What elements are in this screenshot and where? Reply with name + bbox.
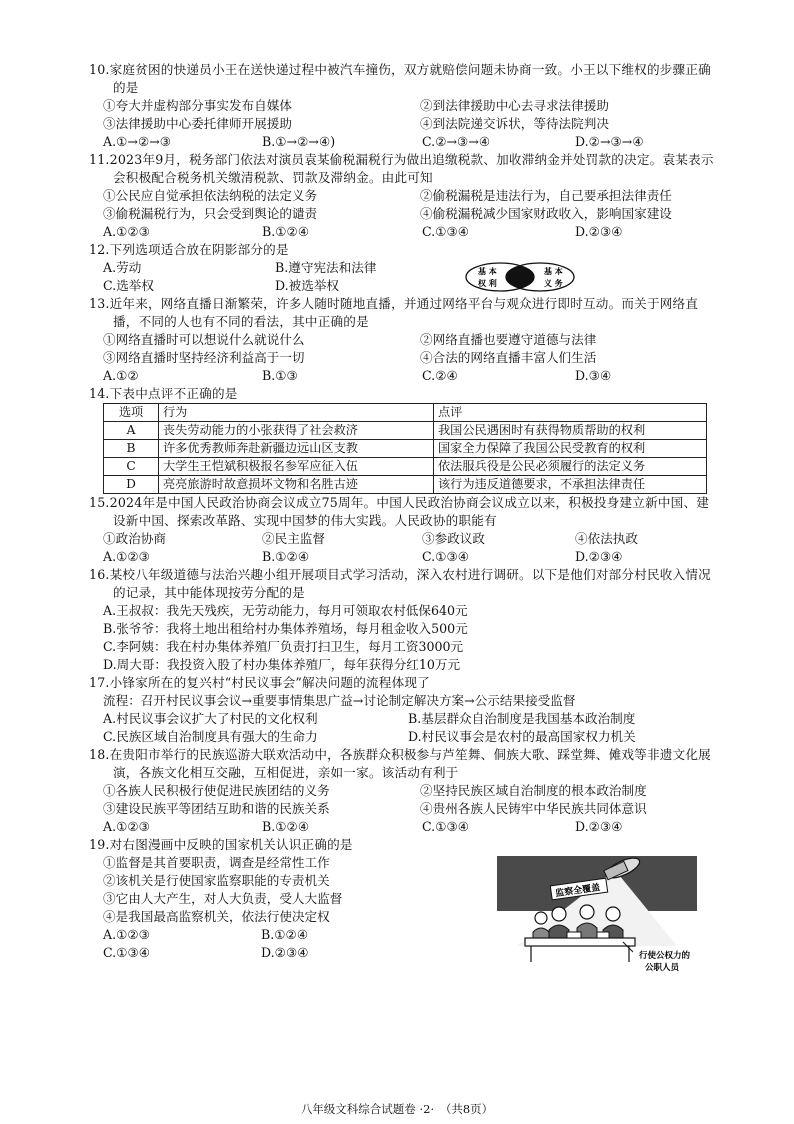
option-a: A.王叔叔：我先天残疾，无劳动能力，每月可领取农村低保640元 bbox=[103, 603, 468, 618]
statement: ①监督是其首要职责，调查是经常性工作 bbox=[103, 855, 330, 870]
option-c: C.①③④ bbox=[422, 549, 470, 564]
question-stem: 19.对右图漫画中反映的国家机关认识正确的是 bbox=[89, 837, 353, 852]
option-b: B.①②④ bbox=[262, 549, 310, 564]
question-10 bbox=[89, 61, 717, 151]
question-11 bbox=[89, 151, 717, 241]
process-flow: 流程：召开村民议事会议→重要事情集思广益→讨论制定解决方案→公示结果接受监督 bbox=[103, 693, 576, 708]
option-c: C.①③④ bbox=[422, 819, 470, 834]
statement: ①各族人民积极行使促进民族团结的义务 bbox=[103, 783, 330, 798]
option-d: D.村民议事会是农村的最高国家权力机关 bbox=[408, 729, 636, 744]
table-cell: 丧失劳动能力的小张获得了社会救济 bbox=[159, 422, 434, 440]
option-list bbox=[89, 818, 717, 836]
venn-diagram bbox=[464, 261, 576, 293]
option-c: C.②→③→④ bbox=[422, 134, 491, 149]
statement-list bbox=[89, 782, 717, 818]
option-b: B.基层群众自治制度是我国基本政治制度 bbox=[408, 711, 636, 726]
table-cell: B bbox=[104, 440, 159, 458]
question-stem: 13.近年来，网络直播日渐繁荣，许多人随时随地直播，并通过网络平台与观众进行即时互动。而关于网络直播，不同的人也有不同的看法，其中正确的是 bbox=[89, 296, 699, 329]
statement: ③法律援助中心委托律师开展援助 bbox=[103, 116, 292, 131]
table-cell: A bbox=[104, 422, 159, 440]
table-cell: 依法服兵役是公民必须履行的法定义务 bbox=[434, 458, 707, 476]
table-cell: 我国公民遇困时有获得物质帮助的权利 bbox=[434, 422, 707, 440]
option-a: A.①→②→③ bbox=[103, 134, 172, 149]
table-cell: 国家全力保障了我国公民受教育的权利 bbox=[434, 440, 707, 458]
option-d: D.②③④ bbox=[575, 549, 623, 564]
question-stem: 11.2023年9月，税务部门依法对演员袁某偷税漏税行为做出追缴税款、加收滞纳金并处罚款的决定。袁某表示会积极配合税务机关缴清税款、罚款及滞纳金。由此可知 bbox=[89, 152, 714, 185]
option-a: A.①② bbox=[103, 368, 139, 383]
table-header: 选项 bbox=[104, 404, 159, 422]
option-b: B.①②④ bbox=[262, 224, 310, 239]
statement: ①网络直播时可以想说什么就说什么 bbox=[103, 332, 305, 347]
cartoon-label-bottom-1: 行使公权力的 bbox=[639, 951, 691, 961]
question-stem: 15.2024年是中国人民政治协商会议成立75周年。中国人民政治协商会议成立以来，积极投身建立新中国、建设新中国、探索改革路、实现中国梦的伟大实践。人民政协的职能有 bbox=[89, 495, 710, 528]
option-a: A.劳动 bbox=[103, 260, 142, 275]
statement-list bbox=[89, 187, 717, 223]
statement: ④是我国最高监察机关，依法行使决定权 bbox=[103, 909, 330, 924]
option-c: C.民族区域自治制度具有强大的生命力 bbox=[103, 729, 318, 744]
venn-left-label-1: 基 本 bbox=[478, 267, 497, 276]
option-list bbox=[89, 367, 717, 385]
option-list bbox=[89, 602, 717, 674]
option-list bbox=[89, 548, 717, 566]
statement: ②该机关是行使国家监察职能的专责机关 bbox=[103, 873, 330, 888]
option-list bbox=[89, 133, 717, 151]
option-b: B.①→②→④) bbox=[262, 134, 336, 149]
option-d: D.②③④ bbox=[575, 819, 623, 834]
table-cell: C bbox=[104, 458, 159, 476]
table-header: 行为 bbox=[159, 404, 434, 422]
option-d: D.②③④ bbox=[575, 224, 623, 239]
statement: ①夸大并虚构部分事实发布自媒体 bbox=[103, 98, 292, 113]
statement-list bbox=[89, 97, 717, 133]
supervision-cartoon bbox=[497, 856, 697, 978]
option-d: D.被选举权 bbox=[275, 278, 340, 293]
comment-table bbox=[103, 403, 707, 494]
question-stem: 14.下表中点评不正确的是 bbox=[89, 386, 238, 401]
table-row bbox=[104, 476, 707, 494]
statement: ②民主监督 bbox=[262, 531, 325, 546]
statement: ②网络直播也要遵守道德与法律 bbox=[420, 332, 597, 347]
statement-list bbox=[89, 530, 717, 548]
table-header: 点评 bbox=[434, 404, 707, 422]
table-header-row bbox=[104, 404, 707, 422]
question-18 bbox=[89, 746, 717, 836]
statement: ④依法执政 bbox=[575, 531, 638, 546]
option-list bbox=[89, 223, 717, 241]
statement: ④到法院递交诉状，等待法院判决 bbox=[420, 116, 609, 131]
table-cell: 许多优秀教师奔赴新疆边远山区支教 bbox=[159, 440, 434, 458]
statement: ②到法律援助中心去寻求法律援助 bbox=[420, 98, 609, 113]
question-14 bbox=[89, 385, 717, 494]
table-cell: D bbox=[104, 476, 159, 494]
statement: ③偷税漏税行为，只会受到舆论的谴责 bbox=[103, 206, 318, 221]
option-a: A.①②③ bbox=[103, 819, 150, 834]
question-17 bbox=[89, 674, 717, 746]
option-b: B.遵守宪法和法律 bbox=[275, 260, 377, 275]
statement: ②偷税漏税是违法行为，自己要承担法律责任 bbox=[420, 188, 672, 203]
table-row bbox=[104, 422, 707, 440]
option-a: A.①②③ bbox=[103, 549, 150, 564]
option-d: D.②→③→④ bbox=[575, 134, 644, 149]
statement: ④合法的网络直播丰富人们生活 bbox=[420, 350, 597, 365]
option-a: A.①②③ bbox=[103, 927, 150, 942]
option-a: A.①②③ bbox=[103, 224, 150, 239]
option-a: A.村民议事会议扩大了村民的文化权利 bbox=[103, 711, 318, 726]
venn-right-label-1: 基 本 bbox=[544, 267, 563, 276]
option-d: D.③④ bbox=[575, 368, 612, 383]
option-b: B.①③ bbox=[262, 368, 298, 383]
exam-content bbox=[89, 61, 717, 973]
table-cell: 大学生王恺斌积极报名参军应征入伍 bbox=[159, 458, 434, 476]
cartoon-label-top: 监察全覆盖 bbox=[554, 883, 601, 900]
option-b: B.①②④ bbox=[262, 819, 310, 834]
question-12 bbox=[89, 241, 717, 295]
statement: ③它由人大产生，对人大负责，受人大监督 bbox=[103, 891, 343, 906]
question-stem: 17.小锋家所在的复兴村“村民议事会”解决问题的流程体现了 bbox=[89, 675, 430, 690]
option-c: C.①③④ bbox=[103, 945, 151, 960]
statement: ④贵州各族人民铸牢中华民族共同体意识 bbox=[420, 801, 647, 816]
statement: ②坚持民族区域自治制度的根本政治制度 bbox=[420, 783, 647, 798]
option-list bbox=[89, 926, 489, 962]
statement: ①政治协商 bbox=[103, 531, 166, 546]
option-c: C.李阿姨：我在村办集体养殖厂负责打扫卫生，每月工资3000元 bbox=[103, 639, 464, 654]
question-stem: 10.家庭贫困的快递员小王在送快递过程中被汽车撞伤，双方就赔偿问题未协商一致。小王以下维权的步骤正确的是 bbox=[89, 62, 711, 95]
option-c: C.选举权 bbox=[103, 278, 154, 293]
statement: ①公民应自觉承担依法纳税的法定义务 bbox=[103, 188, 318, 203]
venn-left-label-2: 权 利 bbox=[478, 279, 497, 288]
cartoon-label-bottom-2: 公职人员 bbox=[645, 963, 680, 973]
question-16 bbox=[89, 566, 717, 674]
venn-right-label-2: 义 务 bbox=[544, 279, 563, 288]
question-19 bbox=[89, 836, 717, 973]
question-13 bbox=[89, 295, 717, 385]
statement: ③网络直播时坚持经济利益高于一切 bbox=[103, 350, 305, 365]
question-stem: 12.下列选项适合放在阴影部分的是 bbox=[89, 242, 289, 257]
statement-list bbox=[89, 331, 717, 367]
option-c: C.②④ bbox=[422, 368, 458, 383]
option-b: B.张爷爷：我将土地出租给村办集体养殖场，每月租金收入500元 bbox=[103, 621, 468, 636]
option-d: D.周大哥：我投资入股了村办集体养殖厂，每年获得分红10万元 bbox=[103, 657, 461, 672]
statement: ③建设民族平等团结互助和谐的民族关系 bbox=[103, 801, 330, 816]
option-list bbox=[89, 710, 717, 746]
option-d: D.②③④ bbox=[261, 945, 309, 960]
table-row bbox=[104, 458, 707, 476]
option-c: C.①③④ bbox=[422, 224, 470, 239]
question-15 bbox=[89, 494, 717, 566]
option-list bbox=[89, 259, 475, 295]
table-row bbox=[104, 440, 707, 458]
question-stem: 16.某校八年级道德与法治兴趣小组开展项目式学习活动，深入农村进行调研。以下是他们对部分村民收入情况的记录，其中能体现按劳分配的是 bbox=[89, 567, 711, 600]
option-b: B.①②④ bbox=[261, 927, 309, 942]
table-cell: 亮亮旅游时故意损坏文物和名胜古迹 bbox=[159, 476, 434, 494]
question-19-text bbox=[89, 836, 489, 962]
statement: ③参政议政 bbox=[422, 531, 485, 546]
question-stem: 18.在贵阳市举行的民族巡游大联欢活动中，各族群众积极参与芦笙舞、侗族大歌、踩堂舞、傩戏等非遗文化展演，各族文化相互交融，互相促进，亲如一家。该活动有利于 bbox=[89, 747, 711, 780]
statement: ④偷税漏税减少国家财政收入，影响国家建设 bbox=[420, 206, 672, 221]
table-cell: 该行为违反道德要求，不承担法律责任 bbox=[434, 476, 707, 494]
page-footer: 八年级文科综合试题卷 ·2· （共8页） bbox=[300, 1102, 494, 1116]
